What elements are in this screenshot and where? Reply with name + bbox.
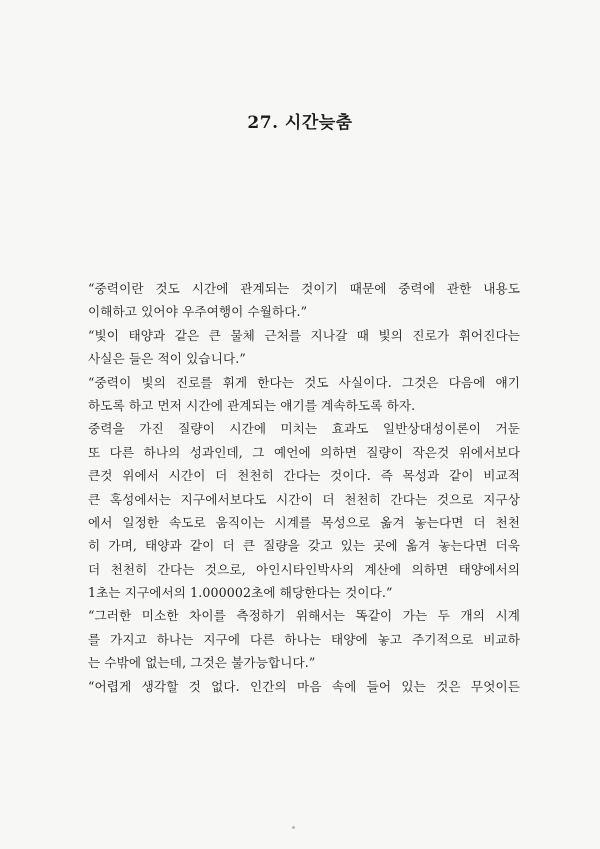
text-line: 1초는 지구에서의 1.000002초에 해당한다는 것이다.” <box>88 585 393 601</box>
text-line: “중력이 빛의 진로를 휘게 한다는 것도 사실이다. 그것은 다음에 얘기 <box>88 374 520 390</box>
text-line: 는 수밖에 없는데, 그것은 불가능합니다.” <box>88 655 316 671</box>
text-line: “빛이 태양과 같은 큰 물체 근처를 지나갈 때 빛의 진로가 휘어진다는 <box>88 327 520 343</box>
text-line: 이해하고 있어야 우주여행이 수월하다.” <box>88 304 308 320</box>
text-line: 큰것 위에서 시간이 더 천천히 간다는 것이다. 즉 목성과 같이 비교적 <box>88 468 520 484</box>
text-line: “그러한 미소한 차이를 측정하기 위해서는 똑같이 가는 두 개의 시계 <box>88 608 520 624</box>
body-text <box>88 277 520 698</box>
text-line: 를 가지고 하나는 지구에 다른 하나는 태양에 놓고 주기적으로 비교하 <box>88 631 520 647</box>
text-line: 하도록 하고 먼저 시간에 관계되는 얘기를 계속하도록 하자. <box>88 397 416 413</box>
text-line: 히 가며, 태양과 같이 더 큰 질량을 갖고 있는 곳에 옮겨 놓는다면 더욱 <box>88 538 520 554</box>
text-line: “어렵게 생각할 것 없다. 인간의 마음 속에 들어 있는 것은 무엇이든 <box>88 678 520 694</box>
text-line: 에서 일정한 속도로 움직이는 시계를 목성으로 옮겨 놓는다면 더 천천 <box>88 514 520 530</box>
text-line: “중력이란 것도 시간에 관계되는 것이기 때문에 중력에 관한 내용도 <box>88 281 520 296</box>
text-line: 또 다른 하나의 성과인데, 그 예언에 의하면 질량이 작은것 위에서보다 <box>88 444 520 460</box>
page-dot-mark <box>292 826 295 829</box>
text-line: 사실은 들은 적이 있습니다.” <box>88 351 246 367</box>
text-line: 더 천천히 간다는 것으로, 아인시타인박사의 계산에 의하면 태양에서의 <box>88 561 520 577</box>
chapter-title: 27. 시간늦춤 <box>247 113 353 133</box>
text-line: 큰 혹성에서는 지구에서보다도 시간이 더 천천히 간다는 것으로 지구상 <box>88 491 520 507</box>
text-line: 중력을 가진 질량이 시간에 미치는 효과도 일반상대성이론이 거둔 <box>88 421 520 437</box>
